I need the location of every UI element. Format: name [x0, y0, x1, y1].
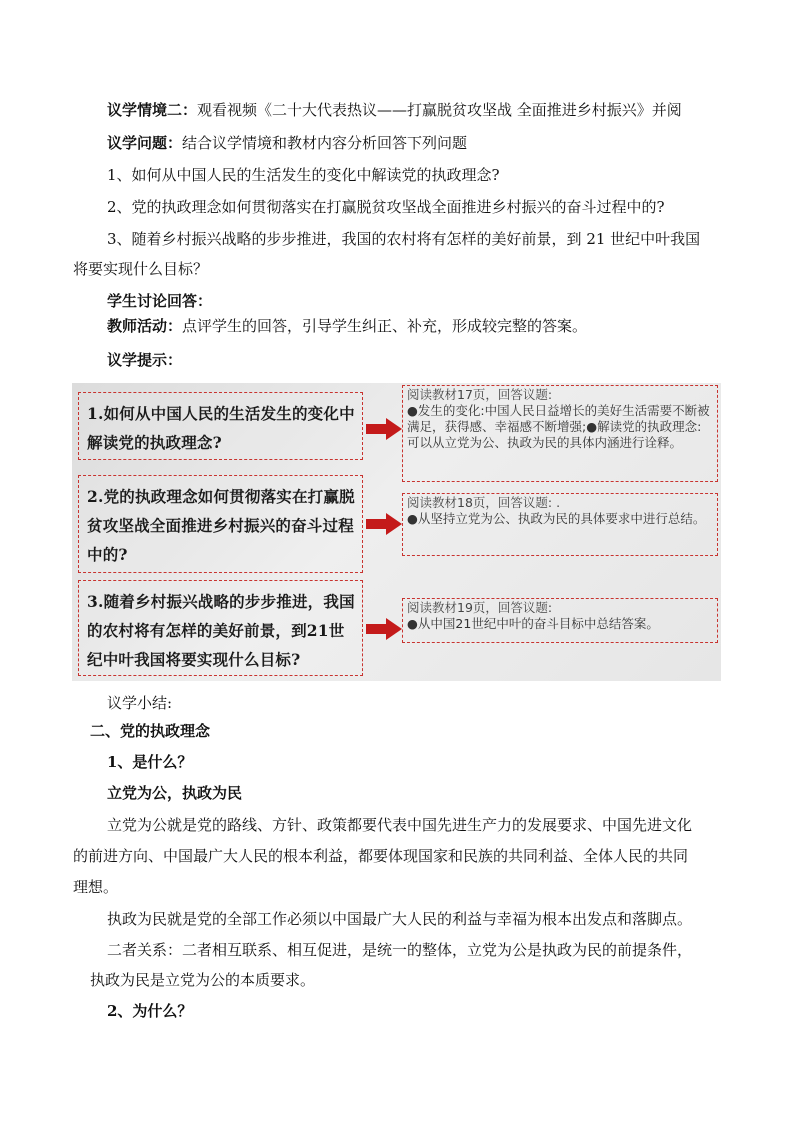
hint-answer-2-body: ●从坚持立党为公、执政为民的具体要求中进行总结。 [407, 511, 706, 526]
question-3-line-1: 3、随着乡村振兴战略的步步推进，我国的农村将有怎样的美好前景，到 21 世纪中叶我国 [107, 230, 701, 248]
paragraph-3-line-1: 二者关系：二者相互联系、相互促进，是统一的整体，立党为公是执政为民的前提条件， [107, 941, 693, 959]
principle-heading: 立党为公，执政为民 [107, 784, 243, 802]
section-heading: 二、党的执政理念 [90, 722, 211, 740]
why-heading: 2、为什么？ [107, 1002, 193, 1020]
paragraph-2: 执政为民就是党的全部工作必须以中国最广大人民的利益与幸福为根本出发点和落脚点。 [107, 910, 693, 928]
hint-answer-1 [402, 385, 718, 482]
teacher-activity-line [107, 316, 587, 336]
paragraph-1-line-2: 的前进方向、中国最广大人民的根本利益，都要体现国家和民族的共同利益、全体人民的共同 [73, 847, 689, 865]
question-intro-text: 结合议学情境和教材内容分析回答下列问题 [182, 134, 468, 152]
hint-answer-3-body: ●从中国21世纪中叶的奋斗目标中总结答案。 [407, 616, 659, 631]
what-heading: 1、是什么？ [107, 753, 193, 771]
paragraph-1-line-1: 立党为公就是党的路线、方针、政策都要代表中国先进生产力的发展要求、中国先进文化 [107, 816, 693, 834]
hint-answer-1-head: 阅读教材17页，回答议题: [407, 387, 553, 402]
hint-answer-3-head: 阅读教材19页，回答议题: [407, 600, 553, 615]
hint-question-1: 1.如何从中国人民的生活发生的变化中解读党的执政理念? [78, 392, 363, 460]
hint-answer-2 [402, 493, 718, 556]
question-1: 1、如何从中国人民的生活发生的变化中解读党的执政理念? [107, 166, 500, 184]
question-3-line-2: 将要实现什么目标？ [73, 260, 209, 278]
paragraph-3-line-2: 执政为民是立党为公的本质要求。 [90, 971, 316, 989]
hint-question-3: 3.随着乡村振兴战略的步步推进，我国的农村将有怎样的美好前景，到21世纪中叶我国将要实现什么目标? [78, 580, 363, 676]
student-discussion-label: 学生讨论回答： [107, 292, 213, 310]
arrow-icon [366, 618, 402, 640]
question-label: 议学问题： [107, 134, 183, 152]
hint-label: 议学提示： [107, 351, 183, 369]
hint-answer-3 [402, 598, 718, 643]
hint-answer-1-body: ●发生的变化:中国人民日益增长的美好生活需要不断被满足，获得感、幸福感不断增强;●解读党的执政理念:可以从立党为公、执政为民的具体内涵进行诠释。 [407, 403, 710, 450]
summary-label: 议学小结: [107, 694, 173, 712]
arrow-icon [366, 513, 402, 535]
context-text: 观看视频《二十大代表热议——打赢脱贫攻坚战 全面推进乡村振兴》并阅 [197, 101, 682, 119]
context-line [107, 100, 682, 120]
teacher-activity-text: 点评学生的回答，引导学生纠正、补充，形成较完整的答案。 [182, 317, 588, 335]
hint-answer-2-head: 阅读教材18页，回答议题: . [407, 495, 561, 510]
context-label: 议学情境二： [107, 101, 198, 119]
arrow-icon [366, 418, 402, 440]
hint-panel [72, 383, 721, 681]
paragraph-1-line-3: 理想。 [73, 878, 119, 896]
question-intro-line [107, 133, 467, 153]
teacher-activity-label: 教师活动： [107, 317, 183, 335]
hint-question-2: 2.党的执政理念如何贯彻落实在打赢脱贫攻坚战全面推进乡村振兴的奋斗过程中的? [78, 475, 363, 573]
question-2: 2、党的执政理念如何贯彻落实在打赢脱贫攻坚战全面推进乡村振兴的奋斗过程中的? [107, 198, 665, 216]
